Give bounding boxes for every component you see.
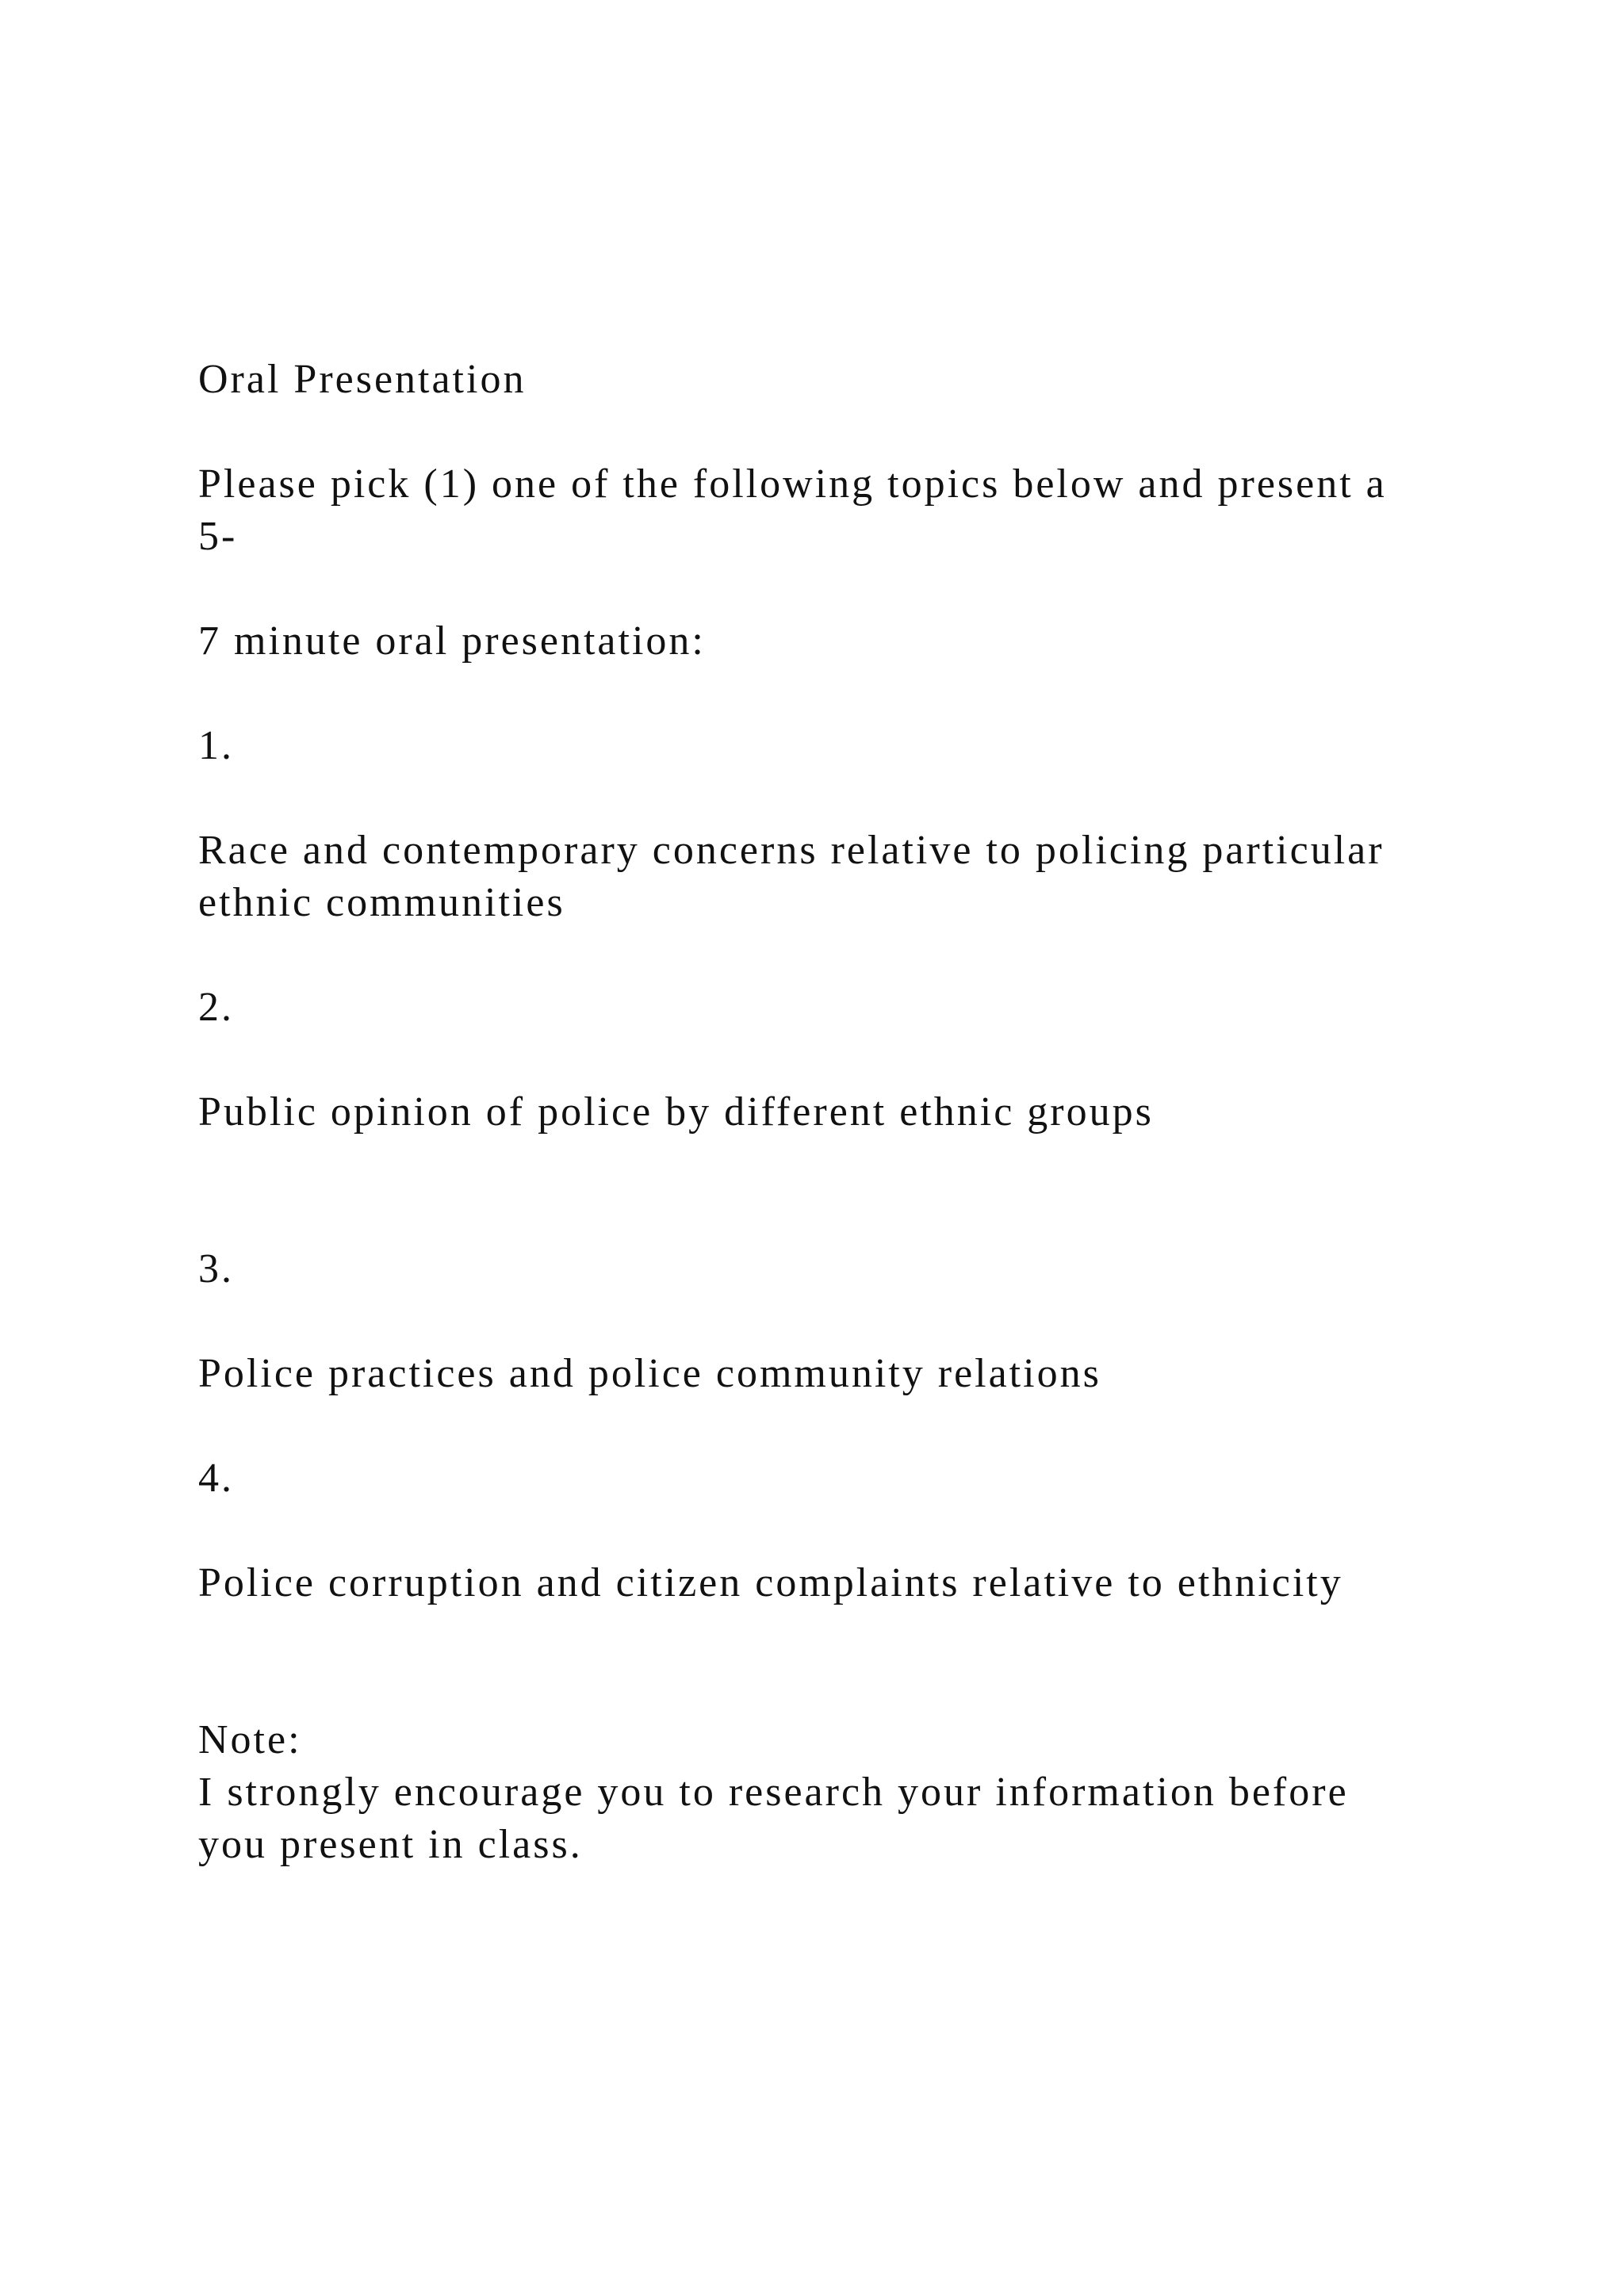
- topic-1-text-line-2: ethnic communities: [198, 880, 565, 925]
- topic-4-number: 4.: [198, 1456, 234, 1501]
- topic-4-text: Police corruption and citizen complaints relative to ethnicity: [198, 1560, 1343, 1605]
- intro-line-3: 7 minute oral presentation:: [198, 618, 706, 664]
- note-label: Note:: [198, 1717, 302, 1762]
- topic-1-text-line-1: Race and contemporary concerns relative to policing particular: [198, 828, 1385, 873]
- intro-line-2: 5-: [198, 514, 238, 559]
- topic-3-text: Police practices and police community relations: [198, 1351, 1101, 1396]
- topic-3-number: 3.: [198, 1246, 234, 1292]
- note-line-1: I strongly encourage you to research your information before: [198, 1770, 1349, 1815]
- topic-1-number: 1.: [198, 723, 234, 768]
- note-line-2: you present in class.: [198, 1822, 583, 1867]
- topic-2-number: 2.: [198, 985, 234, 1030]
- document-title: Oral Presentation: [198, 357, 527, 402]
- topic-2-text: Public opinion of police by different ethnic groups: [198, 1089, 1154, 1135]
- intro-line-1: Please pick (1) one of the following topics below and present a: [198, 461, 1387, 507]
